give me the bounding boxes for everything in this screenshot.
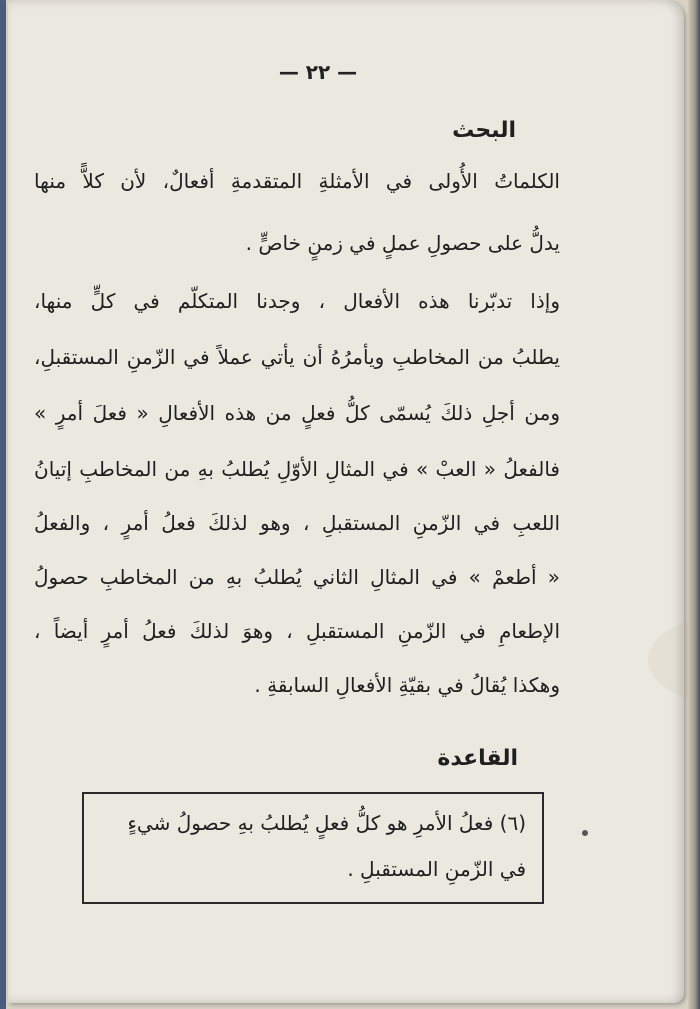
paragraph1-line-1: الكلماتُ الأُولى في الأمثلةِ المتقدمةِ أفعالٌ، لأن كلاًّ منها [34,169,560,193]
page-number: — ٢٢ — [278,60,358,84]
book-page [8,0,684,1003]
research-heading: البحث [452,118,516,143]
page-edge [688,0,700,1009]
rule-heading: القاعدة [437,746,518,771]
paragraph2-line-3: ومن أجلِ ذلكَ يُسمّى كلُّ فعلٍ من هذه الأفعالِ « فعلَ أمرٍ » [34,401,560,425]
paragraph2-line-6: « أطعمْ » في المثالِ الثاني يُطلبُ بهِ من المخاطبِ حصولُ [34,565,560,589]
rule-line-1: (٦) فعلُ الأمرِ هو كلُّ فعلٍ يُطلبُ بهِ حصولُ شيءٍ [127,811,526,835]
paragraph2-line-4: فالفعلُ « العبْ » في المثالِ الأوّلِ يُطلبُ بهِ من المخاطبِ إتيانُ [34,457,560,481]
rule-line-2: في الزّمنِ المستقبلِ . [347,857,526,881]
paragraph2-line-1: وإذا تدبّرنا هذه الأفعال ، وجدنا المتكلّم في كلٍّ منها، [34,289,560,313]
rule-box [82,792,544,904]
margin-dot [582,830,588,836]
paragraph1-line-2: يدلُّ على حصولِ عملٍ في زمنٍ خاصٍّ . [245,231,560,255]
paragraph2-line-5: اللعبِ في الزّمنِ المستقبلِ ، وهو لذلكَ فعلُ أمرٍ ، والفعلُ [34,511,560,535]
paragraph2-line-8: وهكذا يُقالُ في بقيّةِ الأفعالِ السابقةِ . [254,673,560,697]
paragraph2-line-2: يطلبُ من المخاطبِ ويأمرُهُ أن يأتي عملاً في الزّمنِ المستقبلِ، [34,345,560,369]
paragraph2-line-7: الإطعامِ في الزّمنِ المستقبلِ ، وهوَ لذلكَ فعلُ أمرٍ أيضاً ، [34,619,560,643]
